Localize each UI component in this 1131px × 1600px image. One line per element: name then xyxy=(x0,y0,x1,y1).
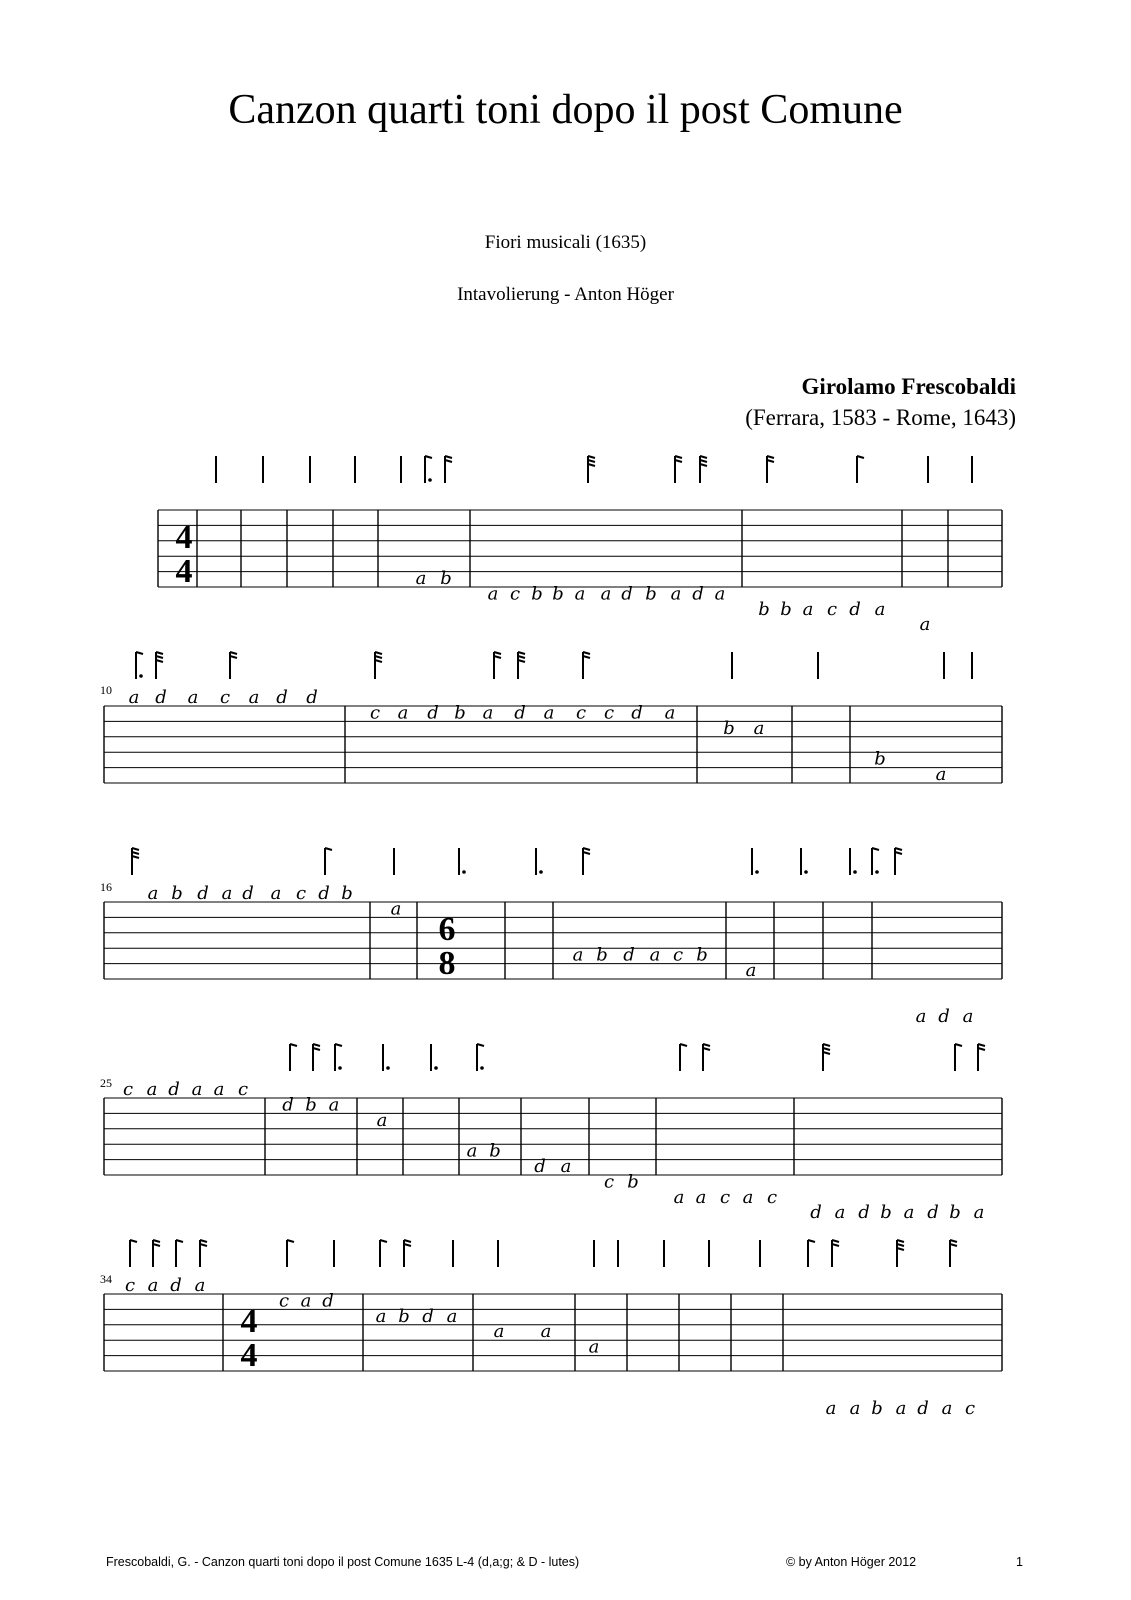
tab-fret-letter: c xyxy=(672,944,684,966)
rhythm-flag-icon xyxy=(978,1044,985,1071)
tab-fret-letter: a xyxy=(375,1305,387,1327)
tab-fret-letter: a xyxy=(574,583,586,605)
rhythm-flag-icon xyxy=(583,652,590,679)
tab-fret-letter: a xyxy=(248,687,260,708)
rhythm-flag-icon xyxy=(130,1240,137,1267)
rhythm-flag-icon xyxy=(703,1044,710,1071)
tablature-system xyxy=(0,450,1131,636)
rhythm-flag-icon xyxy=(230,652,237,679)
tab-fret-letter: d xyxy=(318,883,330,904)
source-subtitle: Fiori musicali (1635) xyxy=(484,232,647,253)
tab-fret-letter: b xyxy=(398,1305,410,1327)
rhythm-flag-icon xyxy=(897,1240,904,1267)
tab-fret-letter: b xyxy=(171,883,183,904)
tab-fret-letter: b xyxy=(780,598,792,620)
tab-fret-letter: d xyxy=(282,1094,294,1116)
tab-fret-letter: d xyxy=(422,1305,434,1327)
piece-title: Canzon quarti toni dopo il post Comune xyxy=(228,87,903,133)
tab-fret-letter: c xyxy=(219,687,231,708)
rhythm-flag-icon xyxy=(518,652,525,679)
tab-fret-letter: a xyxy=(397,702,409,724)
rhythm-flag-icon xyxy=(200,1240,207,1267)
tab-fret-letter: b xyxy=(489,1140,501,1162)
tab-fret-letter: a xyxy=(600,583,612,605)
tab-fret-letter: b xyxy=(696,944,708,966)
tab-fret-letter: b xyxy=(880,1202,892,1224)
tab-fret-letter: a xyxy=(903,1202,915,1224)
tab-fret-letter: b xyxy=(552,583,564,605)
rhythm-flag-icon xyxy=(404,1240,411,1267)
tab-fret-letter: a xyxy=(147,1275,159,1296)
rhythm-flag-icon xyxy=(752,848,759,875)
tab-fret-letter: a xyxy=(742,1186,754,1208)
tab-fret-letter: d xyxy=(810,1202,822,1224)
tab-fret-letter: c xyxy=(766,1186,778,1208)
tab-fret-letter: a xyxy=(487,583,499,605)
rhythm-flag-icon xyxy=(176,1240,183,1267)
tab-fret-letter: c xyxy=(124,1275,136,1296)
tab-fret-letter: a xyxy=(962,1006,974,1028)
tab-fret-letter: a xyxy=(493,1321,505,1343)
footer-left: Frescobaldi, G. - Canzon quarti toni dopo il post Comune 1635 L-4 (d,a;g; & D - lutes) xyxy=(106,1555,580,1569)
rhythm-flag-icon xyxy=(132,848,139,875)
tab-fret-letter: a xyxy=(973,1202,985,1224)
rhythm-flag-icon xyxy=(850,848,857,875)
tab-fret-letter: a xyxy=(390,898,402,920)
tab-fret-letter: d xyxy=(858,1202,870,1224)
tab-fret-letter: a xyxy=(915,1006,927,1028)
rhythm-flag-icon xyxy=(153,1240,160,1267)
tablature-system xyxy=(0,646,1131,806)
tab-fret-letter: d xyxy=(692,583,704,605)
tab-fret-letter: d xyxy=(168,1079,180,1100)
tab-fret-letter: d xyxy=(514,702,526,724)
rhythm-flag-icon xyxy=(801,848,808,875)
rhythm-flag-icon xyxy=(895,848,902,875)
rhythm-flag-icon xyxy=(383,1044,390,1071)
rhythm-flag-icon xyxy=(700,456,707,483)
rhythm-flag-icon xyxy=(675,456,682,483)
measure-number: 16 xyxy=(100,880,112,894)
tab-fret-letter: b xyxy=(871,1398,883,1420)
tab-fret-letter: a xyxy=(874,598,886,620)
rhythm-flag-icon xyxy=(832,1240,839,1267)
tab-fret-letter: c xyxy=(964,1398,976,1420)
rhythm-flag-icon xyxy=(287,1240,294,1267)
tab-fret-letter: a xyxy=(834,1202,846,1224)
tab-fret-letter: d xyxy=(623,944,635,966)
rhythm-flag-icon xyxy=(425,456,432,483)
time-signature-bottom: 4 xyxy=(240,1337,258,1374)
composer-name: Girolamo Frescobaldi xyxy=(801,374,1016,399)
tab-fret-letter: a xyxy=(714,583,726,605)
tab-fret-letter: a xyxy=(572,944,584,966)
rhythm-flag-icon xyxy=(823,1044,830,1071)
tab-fret-letter: a xyxy=(753,717,765,739)
tab-fret-letter: c xyxy=(295,883,307,904)
tab-fret-letter: a xyxy=(673,1186,685,1208)
tab-fret-letter: a xyxy=(664,702,676,724)
measure-number: 34 xyxy=(100,1272,112,1286)
tab-fret-letter: d xyxy=(155,687,167,708)
tab-fret-letter: c xyxy=(603,702,615,724)
tab-fret-letter: a xyxy=(376,1109,388,1131)
tab-fret-letter: a xyxy=(540,1321,552,1343)
tab-fret-letter: d xyxy=(938,1006,950,1028)
page-number: 1 xyxy=(1016,1555,1023,1569)
tab-fret-letter: a xyxy=(919,614,931,636)
tab-fret-letter: d xyxy=(197,883,209,904)
tab-fret-letter: a xyxy=(802,598,814,620)
tab-fret-letter: a xyxy=(745,960,757,981)
rhythm-flag-icon xyxy=(431,1044,438,1071)
rhythm-flag-icon xyxy=(536,848,543,875)
rhythm-flag-icon xyxy=(290,1044,297,1071)
tab-fret-letter: d xyxy=(621,583,633,605)
tab-fret-letter: a xyxy=(695,1186,707,1208)
tab-fret-letter: c xyxy=(369,702,381,724)
rhythm-flag-icon xyxy=(459,848,466,875)
rhythm-flag-icon xyxy=(857,456,864,483)
tab-fret-letter: a xyxy=(941,1398,953,1420)
tab-fret-letter: c xyxy=(575,702,587,724)
rhythm-flag-icon xyxy=(445,456,452,483)
time-signature-bottom: 4 xyxy=(175,553,193,590)
tab-fret-letter: a xyxy=(328,1094,340,1116)
rhythm-flag-icon xyxy=(325,848,332,875)
tab-fret-letter: d xyxy=(917,1398,929,1420)
tab-fret-letter: a xyxy=(895,1398,907,1420)
tab-fret-letter: a xyxy=(560,1156,572,1177)
tab-fret-letter: a xyxy=(128,687,140,708)
tab-fret-letter: a xyxy=(849,1398,861,1420)
tab-fret-letter: a xyxy=(270,883,282,904)
rhythm-flag-icon xyxy=(808,1240,815,1267)
tab-fret-letter: c xyxy=(509,583,521,605)
tab-fret-letter: b xyxy=(874,748,886,770)
tab-fret-letter: b xyxy=(341,883,353,904)
tab-fret-letter: d xyxy=(849,598,861,620)
rhythm-flag-icon xyxy=(156,652,163,679)
tab-fret-letter: a xyxy=(147,883,159,904)
measure-number: 10 xyxy=(100,683,112,697)
tab-fret-letter: a xyxy=(649,944,661,966)
tab-fret-letter: a xyxy=(935,764,947,785)
tab-fret-letter: d xyxy=(631,702,643,724)
tab-fret-letter: a xyxy=(194,1275,206,1296)
time-signature-bottom: 8 xyxy=(438,945,456,982)
tab-fret-letter: a xyxy=(482,702,494,724)
tab-fret-letter: c xyxy=(122,1079,134,1100)
rhythm-flag-icon xyxy=(767,456,774,483)
rhythm-flag-icon xyxy=(588,456,595,483)
tab-fret-letter: d xyxy=(276,687,288,708)
tab-fret-letter: b xyxy=(305,1094,317,1116)
tab-fret-letter: c xyxy=(603,1171,615,1193)
tab-fret-letter: a xyxy=(825,1398,837,1420)
arranger-line: Intavolierung - Anton Höger xyxy=(457,284,674,305)
time-signature-top: 6 xyxy=(438,911,456,948)
measure-number: 25 xyxy=(100,1076,112,1090)
tab-fret-letter: a xyxy=(146,1079,158,1100)
rhythm-flag-icon xyxy=(136,652,143,679)
tab-fret-letter: b xyxy=(531,583,543,605)
tab-fret-letter: c xyxy=(237,1079,249,1100)
tab-fret-letter: a xyxy=(300,1290,312,1312)
tab-fret-letter: c xyxy=(278,1290,290,1312)
tab-fret-letter: d xyxy=(534,1156,546,1177)
tablature-system xyxy=(0,842,1131,1028)
rhythm-flag-icon xyxy=(477,1044,484,1071)
tab-fret-letter: c xyxy=(826,598,838,620)
rhythm-flag-icon xyxy=(375,652,382,679)
tab-fret-letter: b xyxy=(454,702,466,724)
rhythm-flag-icon xyxy=(380,1240,387,1267)
tab-fret-letter: d xyxy=(927,1202,939,1224)
rhythm-flag-icon xyxy=(494,652,501,679)
tab-fret-letter: c xyxy=(719,1186,731,1208)
tab-fret-letter: a xyxy=(543,702,555,724)
tab-fret-letter: b xyxy=(440,568,452,589)
rhythm-flag-icon xyxy=(950,1240,957,1267)
rhythm-flag-icon xyxy=(680,1044,687,1071)
composer-dates: (Ferrara, 1583 - Rome, 1643) xyxy=(745,405,1016,430)
tab-fret-letter: d xyxy=(306,687,318,708)
footer-copyright: © by Anton Höger 2012 xyxy=(786,1555,917,1569)
tab-fret-letter: d xyxy=(322,1290,334,1312)
time-signature-top: 4 xyxy=(240,1303,258,1340)
tab-fret-letter: b xyxy=(627,1171,639,1193)
tab-fret-letter: a xyxy=(221,883,233,904)
tab-fret-letter: b xyxy=(949,1202,961,1224)
rhythm-flag-icon xyxy=(583,848,590,875)
tab-fret-letter: d xyxy=(242,883,254,904)
tab-fret-letter: b xyxy=(596,944,608,966)
tab-fret-letter: a xyxy=(213,1079,225,1100)
tab-fret-letter: a xyxy=(670,583,682,605)
rhythm-flag-icon xyxy=(872,848,879,875)
tab-fret-letter: a xyxy=(446,1305,458,1327)
tab-fret-letter: d xyxy=(170,1275,182,1296)
tab-fret-letter: a xyxy=(187,687,199,708)
rhythm-flag-icon xyxy=(313,1044,320,1071)
tab-fret-letter: b xyxy=(758,598,770,620)
time-signature-top: 4 xyxy=(175,519,193,556)
tab-fret-letter: d xyxy=(427,702,439,724)
rhythm-flag-icon xyxy=(335,1044,342,1071)
tab-fret-letter: a xyxy=(466,1140,478,1162)
tab-fret-letter: b xyxy=(723,717,735,739)
tablature-system xyxy=(0,1038,1131,1224)
tablature-system xyxy=(0,1234,1131,1420)
rhythm-flag-icon xyxy=(955,1044,962,1071)
tab-fret-letter: a xyxy=(588,1336,600,1358)
tab-fret-letter: a xyxy=(415,568,427,589)
tab-fret-letter: a xyxy=(191,1079,203,1100)
tab-fret-letter: b xyxy=(645,583,657,605)
